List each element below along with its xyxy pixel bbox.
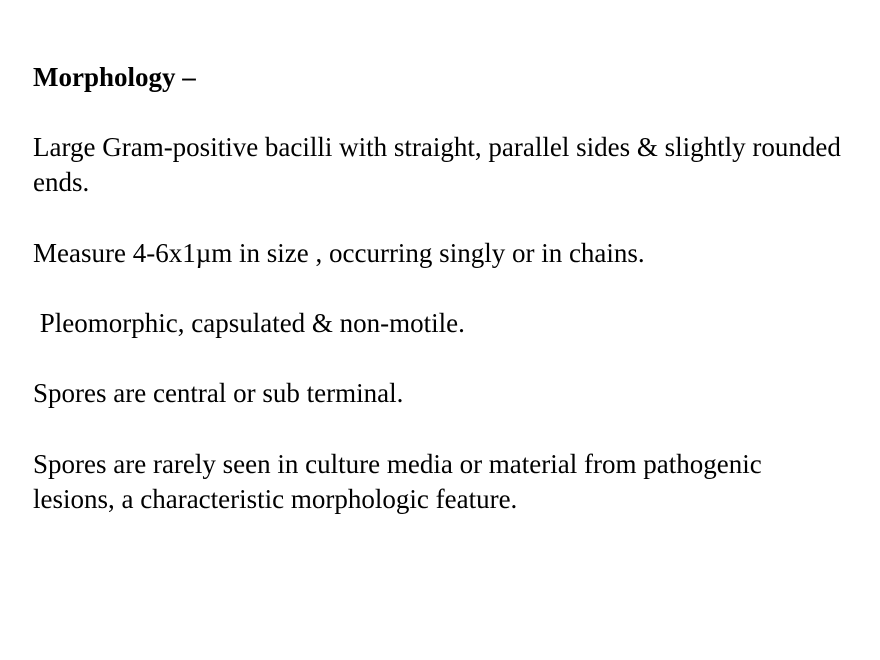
paragraph-properties: Pleomorphic, capsulated & non-motile. — [33, 308, 465, 338]
paragraph-spore-rarity: Spores are rarely seen in culture media or material from pathogenic lesions, a characteristic morphologic feature. — [33, 449, 762, 514]
paragraph-spore-position: Spores are central or sub terminal. — [33, 378, 404, 408]
paragraph-size: Measure 4-6x1µm in size , occurring singly or in chains. — [33, 238, 645, 268]
paragraph-shape: Large Gram-positive bacilli with straight, parallel sides & slightly rounded ends. — [33, 132, 841, 197]
slide-heading: Morphology – — [33, 62, 196, 92]
